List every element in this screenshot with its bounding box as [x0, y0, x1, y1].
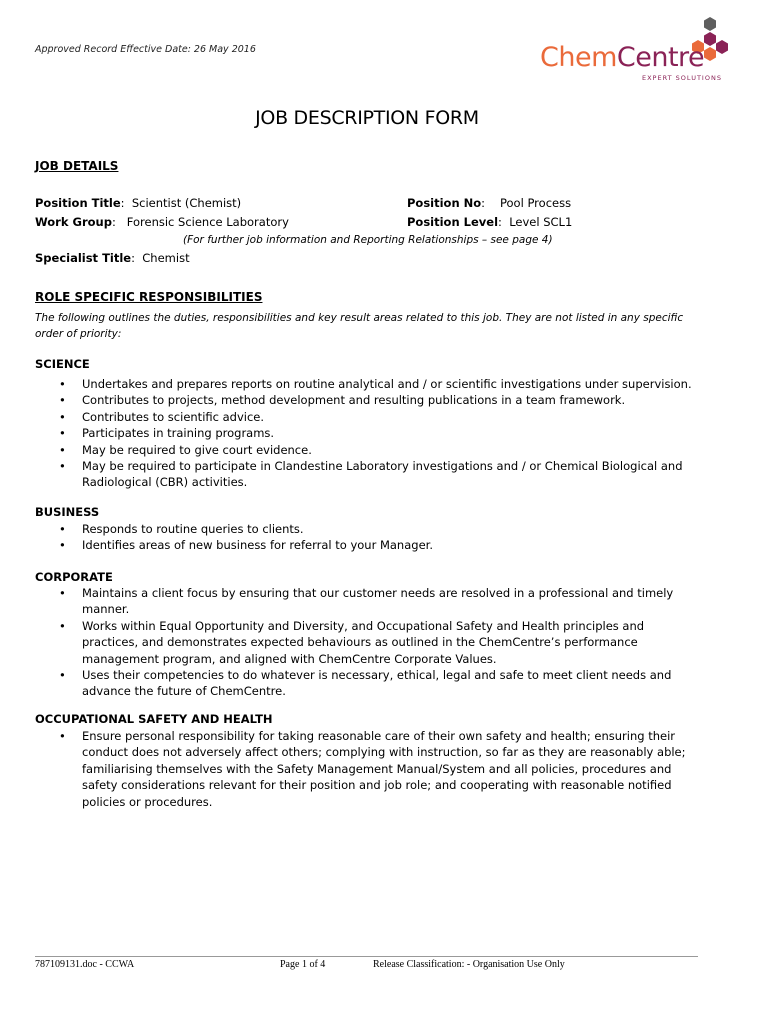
chemcentre-logo [538, 16, 753, 86]
form-title: JOB DESCRIPTION FORM [255, 107, 479, 129]
list-item: • Ensure personal responsibility for taking reasonable care of their own safety and health; ensuring their conduct does not adversely affect others; complying with instruction, so far as they are reasonably able; familiarising themselves with the Safety Management Manual/System and all policies, procedures and safety considerations relevant for their position and job role; and cooperating with reasonable notified policies or procedures. [35, 728, 700, 810]
position-title-value: Scientist (Chemist) [131, 196, 242, 210]
work-group-label: Work Group [35, 215, 112, 229]
list-item: • Uses their competencies to do whatever is necessary, ethical, legal and safe to meet client needs and advance the future of ChemCentre. [35, 667, 700, 700]
list-item: • Responds to routine queries to clients. [35, 521, 700, 537]
specialist-title-label: Specialist Title [35, 251, 132, 265]
job-info-note: (For further job information and Reporting Relationships – see page 4) [183, 234, 553, 246]
corporate-heading: CORPORATE [35, 570, 113, 584]
list-item: • Participates in training programs. [35, 425, 700, 441]
list-item: • Undertakes and prepares reports on routine analytical and / or scientific investigations under supervision. [35, 376, 700, 392]
footer-page-number: Page 1 of 4 [280, 959, 326, 970]
list-item: • Contributes to scientific advice. [35, 409, 700, 425]
position-level-value: Level SCL1 [509, 215, 573, 229]
position-level-label: Position Level [407, 215, 499, 229]
footer-divider [35, 956, 698, 957]
specialist-title-row: Specialist Title: Chemist [35, 251, 190, 265]
logo-wordmark-chem: Chem [540, 42, 617, 73]
specialist-title-value: Chemist [142, 251, 190, 265]
list-item: • Maintains a client focus by ensuring that our customer needs are resolved in a professional and timely manner. [35, 585, 700, 618]
position-level-row: Position Level: Level SCL1 [407, 215, 573, 229]
position-no-label: Position No [407, 196, 482, 210]
science-heading: SCIENCE [35, 357, 90, 371]
work-group-value: Forensic Science Laboratory [126, 215, 289, 229]
role-responsibilities-heading: ROLE SPECIFIC RESPONSIBILITIES [35, 290, 263, 304]
logo-tagline: EXPERT SOLUTIONS [642, 74, 722, 82]
footer-classification: Release Classification: - Organisation Use Only [373, 959, 565, 970]
list-item: • Contributes to projects, method development and resulting publications in a team framework. [35, 392, 700, 408]
responsibilities-intro: The following outlines the duties, responsibilities and key result areas related to this job. They are not listed in any specific order of priority: [35, 312, 684, 340]
science-list [35, 376, 700, 491]
job-details-heading: JOB DETAILS [35, 159, 119, 173]
list-item: • Works within Equal Opportunity and Diversity, and Occupational Safety and Health principles and practices, and demonstrates expected behaviours as outlined in the ChemCentre’s performance management program, and aligned with ChemCentre Corporate Values. [35, 618, 700, 667]
corporate-list [35, 585, 700, 700]
business-list [35, 521, 700, 554]
list-item: • Identifies areas of new business for referral to your Manager. [35, 537, 700, 553]
approved-date: Approved Record Effective Date: 26 May 2016 [35, 44, 256, 55]
business-heading: BUSINESS [35, 505, 100, 519]
list-item: • May be required to participate in Clandestine Laboratory investigations and / or Chemical Biological and Radiological (CBR) activities. [35, 458, 700, 491]
logo-wordmark-centre: Centre [616, 42, 705, 73]
position-title-label: Position Title [35, 196, 121, 210]
work-group-row: Work Group: Forensic Science Laboratory [35, 215, 289, 229]
ohs-list [35, 728, 700, 810]
footer-doc-id: 787109131.doc - CCWA [35, 959, 135, 970]
position-no-value: Pool Process [500, 196, 572, 210]
list-item: • May be required to give court evidence. [35, 442, 700, 458]
logo-wordmark [540, 42, 704, 73]
ohs-heading: OCCUPATIONAL SAFETY AND HEALTH [35, 712, 273, 726]
position-no-label-row: Position No: [407, 196, 486, 210]
position-title-row: Position Title: Scientist (Chemist) [35, 196, 242, 210]
